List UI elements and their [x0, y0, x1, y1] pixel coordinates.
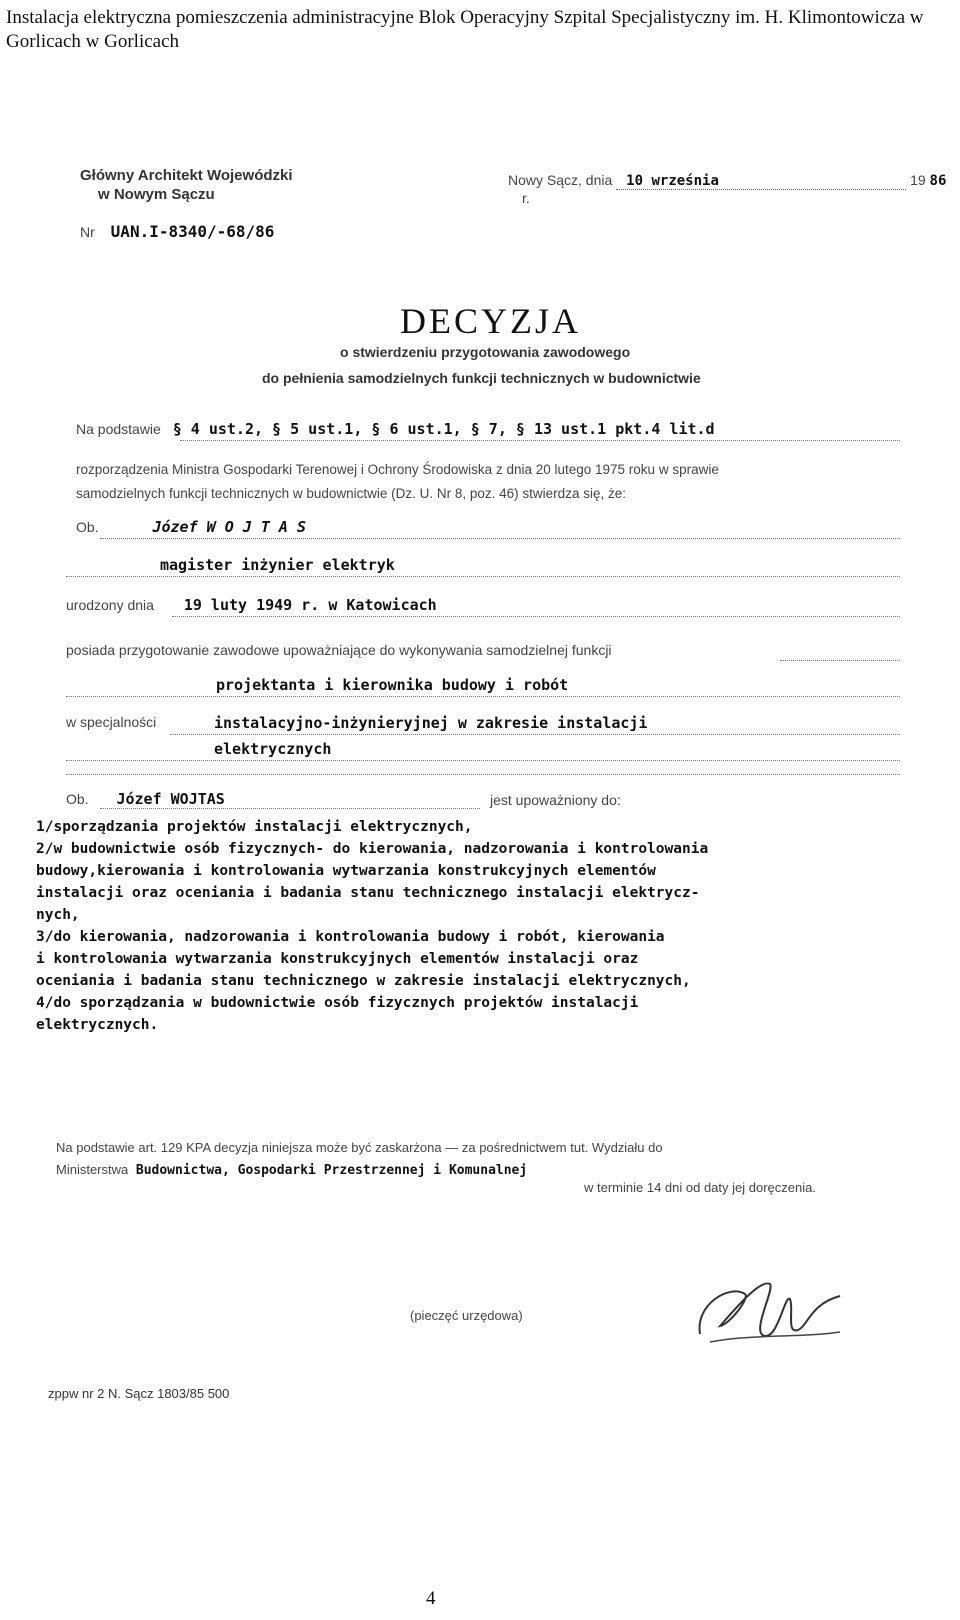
- qualification-text: posiada przygotowanie zawodowe upoważniające do wykonywania samodzielnej funkcji: [66, 642, 612, 658]
- auth-item: nych,: [36, 907, 80, 923]
- authorization-label: jest upoważniony do:: [490, 792, 621, 808]
- auth-item: oceniania i badania stanu technicznego w zakresie instalacji elektrycznych,: [36, 973, 691, 989]
- appeal-line1: Na podstawie art. 129 KPA decyzja niniejsza może być zaskarżona — za pośrednictwem tut. Wydziału do: [56, 1140, 663, 1155]
- person-title: magister inżynier elektryk: [160, 556, 395, 574]
- auth-item: 1/sporządzania projektów instalacji elektrycznych,: [36, 819, 473, 835]
- auth-ob-label: Ob.: [66, 791, 89, 807]
- issuing-office: [80, 166, 293, 204]
- decision-subtitle-2: do pełnienia samodzielnych funkcji technicznych w budownictwie: [262, 370, 701, 386]
- auth-item: i kontrolowania wytwarzania konstrukcyjnych elementów instalacji oraz: [36, 951, 639, 967]
- auth-item: instalacji oraz oceniania i badania stanu technicznego instalacji elektrycz-: [36, 885, 700, 901]
- year-prefix: 19: [910, 172, 926, 188]
- date-value: 10 września: [626, 173, 719, 189]
- legal-basis-line2: rozporządzenia Ministra Gospodarki Terenowej i Ochrony Środowiska z dnia 20 lutego 1975 roku w sprawie: [76, 462, 719, 477]
- appeal-ministry-label: Ministerstwa: [56, 1162, 129, 1177]
- place-date: [508, 172, 960, 206]
- appeal-line2: [56, 1162, 527, 1178]
- authorization-list: [36, 816, 936, 1036]
- decision-title: DECYZJA: [400, 301, 581, 341]
- specialty-value-2: elektrycznych: [214, 740, 332, 758]
- legal-basis-paragraphs: § 4 ust.2, § 5 ust.1, § 6 ust.1, § 7, § 13 ust.1 pkt.4 lit.d: [172, 420, 715, 438]
- legal-basis-line1: [76, 420, 715, 438]
- authorization-header: [66, 790, 225, 808]
- auth-item: elektrycznych.: [36, 1017, 159, 1033]
- person-name-row: [76, 518, 306, 536]
- auth-item: 4/do sporządzania w budownictwie osób fizycznych projektów instalacji: [36, 995, 639, 1011]
- legal-basis-label: Na podstawie: [76, 421, 161, 437]
- nr-label: Nr: [80, 224, 95, 240]
- auth-item: budowy,kierowania i kontrolowania wytwarzania konstrukcyjnych elementów: [36, 863, 656, 879]
- official-stamp-label: (pieczęć urzędowa): [410, 1308, 523, 1323]
- person-name: Józef W O J T A S: [152, 518, 306, 536]
- function-value: projektanta i kierownika budowy i robót: [216, 676, 569, 694]
- year-suffix: r.: [522, 190, 530, 206]
- auth-name: Józef WOJTAS: [116, 790, 225, 808]
- born-label: urodzony dnia: [66, 597, 154, 613]
- appeal-line3: w terminie 14 dni od daty jej doręczenia.: [584, 1180, 816, 1195]
- office-line-1: Główny Architekt Wojewódzki: [80, 167, 293, 184]
- place-label: Nowy Sącz, dnia: [508, 172, 613, 188]
- office-line-2: w Nowym Sączu: [98, 186, 215, 203]
- birth-row: [66, 596, 437, 614]
- reference-number: [80, 222, 274, 241]
- specialty-value-1: instalacyjno-inżynieryjnej w zakresie instalacji: [214, 714, 648, 732]
- ob-label: Ob.: [76, 519, 99, 535]
- page-number: 4: [426, 1588, 436, 1609]
- appeal-ministry-typed: Budownictwa, Gospodarki Przestrzennej i Komunalnej: [135, 1163, 528, 1178]
- form-footnote: zppw nr 2 N. Sącz 1803/85 500: [48, 1386, 230, 1401]
- birth-value: 19 luty 1949 r. w Katowicach: [183, 596, 437, 614]
- document-header-title: Instalacja elektryczna pomieszczenia administracyjne Blok Operacyjny Szpital Specjalistyczny im. H. Klimontowicza w Gorlicach w Gorlicach: [6, 7, 924, 52]
- legal-basis-line3: samodzielnych funkcji technicznych w budownictwie (Dz. U. Nr 8, poz. 46) stwierdza się, że:: [76, 486, 626, 501]
- year-value: 86: [929, 173, 947, 189]
- auth-item: 2/w budownictwie osób fizycznych- do kierowania, nadzorowania i kontrolowania: [36, 841, 709, 857]
- specialty-label: w specjalności: [66, 714, 157, 730]
- nr-value: UAN.I-8340/-68/86: [110, 222, 275, 241]
- signature: [690, 1264, 850, 1359]
- auth-item: 3/do kierowania, nadzorowania i kontrolowania budowy i robót, kierowania: [36, 929, 665, 945]
- decision-subtitle-1: o stwierdzeniu przygotowania zawodowego: [340, 344, 631, 360]
